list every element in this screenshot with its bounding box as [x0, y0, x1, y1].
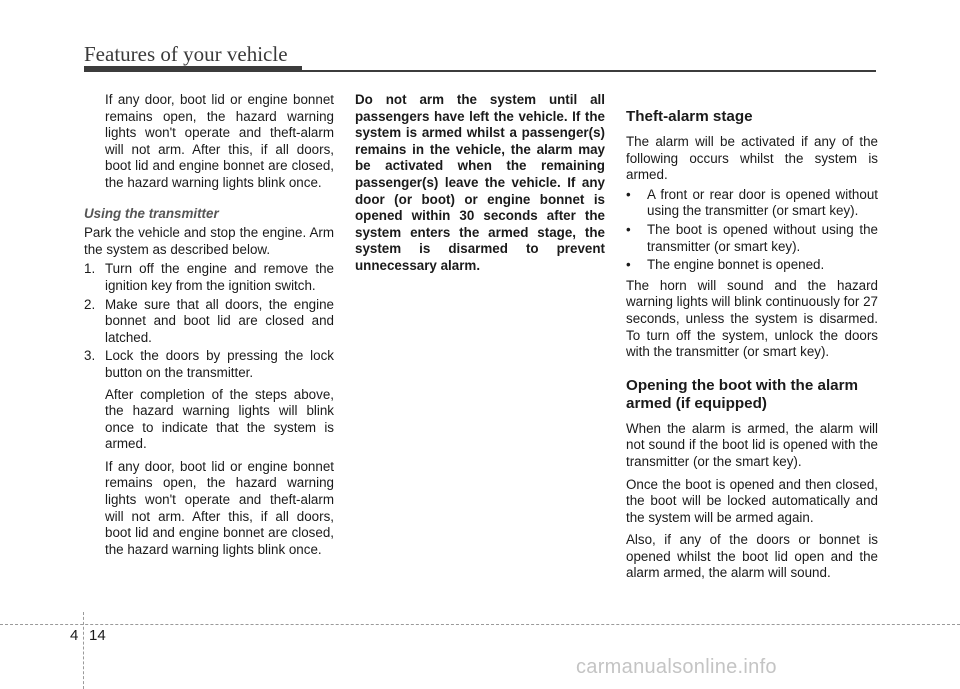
step-number: 2.	[84, 296, 96, 312]
heading-theft-alarm-stage: Theft-alarm stage	[626, 108, 753, 125]
list-item-text: The boot is opened without using the transmitter (or smart key).	[647, 221, 878, 254]
list-item	[626, 222, 878, 255]
step-item	[84, 297, 334, 347]
alarm-trigger-paragraph: The alarm will be activated if any of the following occurs whilst the system is armed.	[626, 134, 878, 183]
list-item-text: A front or rear door is opened without using the transmitter (or smart key).	[647, 186, 878, 219]
header-bar	[84, 66, 302, 72]
page-number: 14	[89, 627, 106, 644]
step-number: 3.	[84, 348, 96, 364]
after-steps-paragraph: After completion of the steps above, the hazard warning lights will blink once to indicate that the system is armed.	[105, 386, 334, 452]
bullet: •	[626, 186, 631, 202]
list-item-text: The engine bonnet is opened.	[647, 257, 825, 273]
bullet: •	[626, 221, 631, 237]
step-text: Lock the doors by pressing the lock button on the transmitter.	[105, 348, 334, 380]
footer-divider	[83, 612, 84, 689]
bullet: •	[626, 257, 631, 273]
column-right	[626, 108, 878, 588]
list-item	[626, 257, 878, 274]
column-middle	[355, 92, 605, 281]
column-left	[84, 92, 334, 564]
step-number: 1.	[84, 261, 96, 277]
page-header-title: Features of your vehicle	[84, 42, 288, 66]
header-rule	[302, 70, 876, 72]
step-item	[84, 348, 334, 381]
chapter-number: 4	[70, 627, 79, 644]
step-text: Turn off the engine and remove the ignition key from the ignition switch.	[105, 261, 334, 293]
arming-warning: Do not arm the system until all passengers have left the vehicle. If the system is armed whilst a passenger(s) remains in the vehicle, the alarm may be activated when the remaining passenger(s) leave the vehicle. If any door (or boot) or engine bonnet is opened within 30 seconds after the system enters the armed stage, the system is disarmed to prevent unnecessary alarm.	[355, 92, 605, 273]
step-text: Make sure that all doors, the engine bonnet and boot lid are closed and latched.	[105, 296, 334, 345]
boot-paragraph-1: When the alarm is armed, the alarm will not sound if the boot lid is opened with the transmitter (or the smart key).	[626, 420, 878, 469]
subheading-transmitter: Using the transmitter	[84, 205, 219, 221]
footer-rule	[0, 624, 960, 625]
boot-paragraph-3: Also, if any of the doors or bonnet is opened whilst the boot lid open and the alarm armed, the alarm will sound.	[626, 532, 878, 581]
list-item	[626, 187, 878, 220]
horn-paragraph: The horn will sound and the hazard warning lights will blink continuously for 27 seconds, unless the system is disarmed. To turn off the system, unlock the doors with the transmitter (or smart key).	[626, 277, 878, 360]
transmitter-paragraph: Park the vehicle and stop the engine. Arm the system as described below.	[84, 225, 334, 257]
heading-opening-boot: Opening the boot with the alarm armed (if equipped)	[626, 376, 859, 412]
intro-paragraph: If any door, boot lid or engine bonnet remains open, the hazard warning lights won't operate and theft-alarm will not arm. After this, if all doors, boot lid and engine bonnet are closed, the hazard warning lights blink once.	[105, 92, 334, 190]
after-steps-paragraph-2: If any door, boot lid or engine bonnet remains open, the hazard warning lights won't operate and theft-alarm will not arm. After this, if all doors, boot lid and engine bonnet are closed, the hazard warning lights blink once.	[105, 458, 334, 557]
watermark: carmanualsonline.info	[576, 656, 777, 678]
boot-paragraph-2: Once the boot is opened and then closed, the boot will be locked automatically and the system will be armed again.	[626, 476, 878, 525]
step-item	[84, 261, 334, 294]
